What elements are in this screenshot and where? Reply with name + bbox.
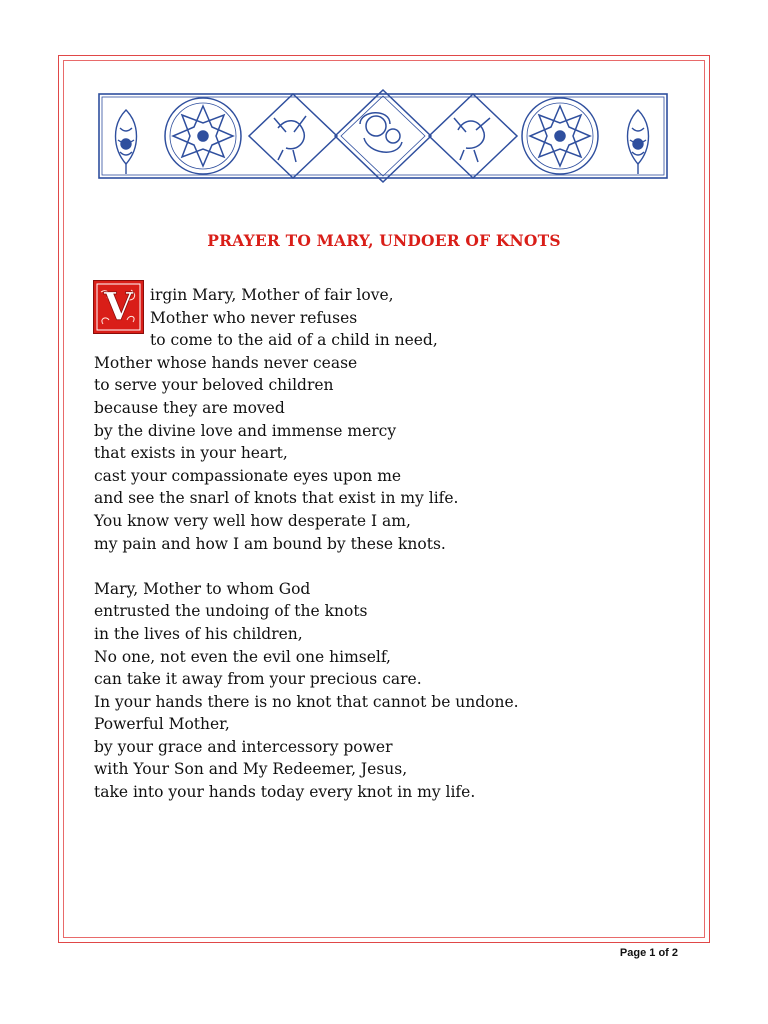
prayer-line: by the divine love and immense mercy	[94, 421, 397, 440]
prayer-line: No one, not even the evil one himself,	[94, 647, 391, 666]
star-icon	[522, 98, 598, 174]
tree-icon	[116, 110, 137, 174]
prayer-line: Mary, Mother to whom God	[94, 579, 311, 598]
prayer-body	[94, 284, 654, 804]
prayer-line: In your hands there is no knot that cannot be undone.	[94, 692, 519, 711]
decorative-banner	[98, 88, 668, 184]
madonna-icon	[335, 90, 431, 182]
prayer-line: and see the snarl of knots that exist in my life.	[94, 489, 459, 508]
prayer-line: take into your hands today every knot in my life.	[94, 783, 476, 802]
prayer-line: entrusted the undoing of the knots	[94, 602, 368, 621]
prayer-line: Powerful Mother,	[94, 715, 230, 734]
prayer-line: by your grace and intercessory power	[94, 737, 393, 756]
prayer-line: my pain and how I am bound by these knots.	[94, 534, 446, 553]
prayer-line: to serve your beloved children	[94, 376, 334, 395]
page-number: Page 1 of 2	[619, 947, 678, 959]
document-title: PRAYER TO MARY, UNDOER OF KNOTS	[207, 231, 561, 250]
stanza	[94, 284, 654, 555]
svg-text:V: V	[103, 284, 134, 329]
prayer-line: to come to the aid of a child in need,	[150, 331, 438, 350]
prayer-line: Mother whose hands never cease	[94, 353, 358, 372]
prayer-line: because they are moved	[94, 398, 285, 417]
prayer-line: You know very well how desperate I am,	[94, 511, 411, 530]
prayer-line: can take it away from your precious care.	[94, 670, 422, 689]
prayer-line: that exists in your heart,	[94, 444, 288, 463]
star-icon	[165, 98, 241, 174]
stanza	[94, 578, 654, 804]
prayer-line: Mother who never refuses	[150, 308, 358, 327]
tree-icon	[628, 110, 649, 174]
bird-icon	[249, 94, 337, 178]
stanza-break	[94, 555, 654, 578]
prayer-line: irgin Mary, Mother of fair love,	[150, 286, 394, 304]
bird-icon	[429, 94, 517, 178]
prayer-line: in the lives of his children,	[94, 624, 303, 643]
prayer-line: cast your compassionate eyes upon me	[94, 466, 402, 485]
prayer-line: with Your Son and My Redeemer, Jesus,	[94, 760, 408, 779]
